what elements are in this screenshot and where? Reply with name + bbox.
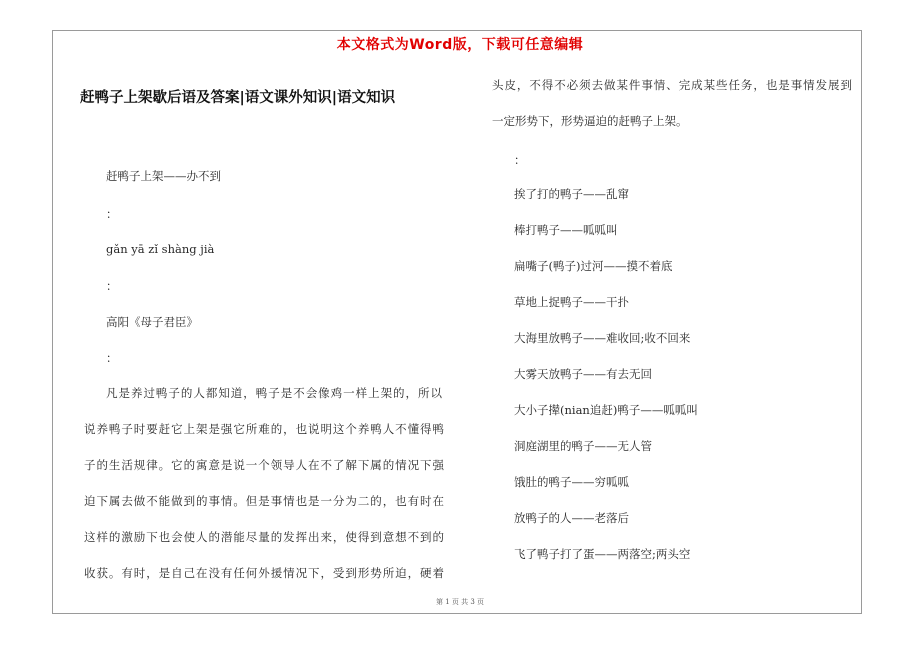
- list-item: 洞庭湖里的鸭子——无人管: [514, 439, 652, 453]
- paragraph-line: 一定形势下，形势逼迫的赶鸭子上架。: [492, 114, 688, 128]
- list-item: 飞了鸭子打了蛋——两落空;两头空: [514, 547, 691, 561]
- paragraph-line: 这样的激励下也会使人的潜能尽量的发挥出来，使得到意想不到的: [84, 530, 444, 544]
- section-colon: ：: [514, 153, 526, 167]
- watermark-banner: 本文格式为Word版，下载可任意编辑: [336, 37, 584, 53]
- idiom-line: 赶鸭子上架——办不到: [106, 169, 221, 183]
- section-colon: ：: [106, 351, 118, 365]
- list-item: 大海里放鸭子——难收回;收不回来: [514, 331, 691, 345]
- section-colon: ：: [106, 207, 118, 221]
- list-item: 大小子撵(nian追赶)鸭子——呱呱叫: [514, 403, 698, 417]
- list-item: 草地上捉鸭子——干扑: [514, 295, 629, 309]
- section-colon: ：: [106, 279, 118, 293]
- list-item: 饿肚的鸭子——穷呱呱: [514, 475, 629, 489]
- paragraph-line: 头皮，不得不必须去做某件事情、完成某些任务，也是事情发展到: [492, 78, 852, 92]
- pinyin-line: gǎn yā zǐ shàng jià: [106, 242, 215, 256]
- paragraph-line: 凡是养过鸭子的人都知道，鸭子是不会像鸡一样上架的，所以: [106, 386, 442, 400]
- paragraph-line: 收获。有时，是自己在没有任何外援情况下，受到形势所迫，硬着: [84, 566, 444, 580]
- paragraph-line: 说养鸭子时要赶它上架是强它所难的，也说明这个养鸭人不懂得鸭: [84, 422, 444, 436]
- list-item: 挨了打的鸭子——乱窜: [514, 187, 629, 201]
- list-item: 扁嘴子(鸭子)过河——摸不着底: [514, 259, 673, 273]
- paragraph-line: 子的生活规律。它的寓意是说一个领导人在不了解下属的情况下强: [84, 458, 444, 472]
- document-title: 赶鸭子上架歇后语及答案|语文课外知识|语文知识: [80, 90, 396, 106]
- list-item: 放鸭子的人——老落后: [514, 511, 629, 525]
- source-line: 高阳《母子君臣》: [106, 315, 198, 329]
- list-item: 大雾天放鸭子——有去无回: [514, 367, 652, 381]
- list-item: 棒打鸭子——呱呱叫: [514, 223, 618, 237]
- paragraph-line: 迫下属去做不能做到的事情。但是事情也是一分为二的，也有时在: [84, 494, 444, 508]
- page-number-footer: 第 1 页 共 3 页: [435, 598, 485, 606]
